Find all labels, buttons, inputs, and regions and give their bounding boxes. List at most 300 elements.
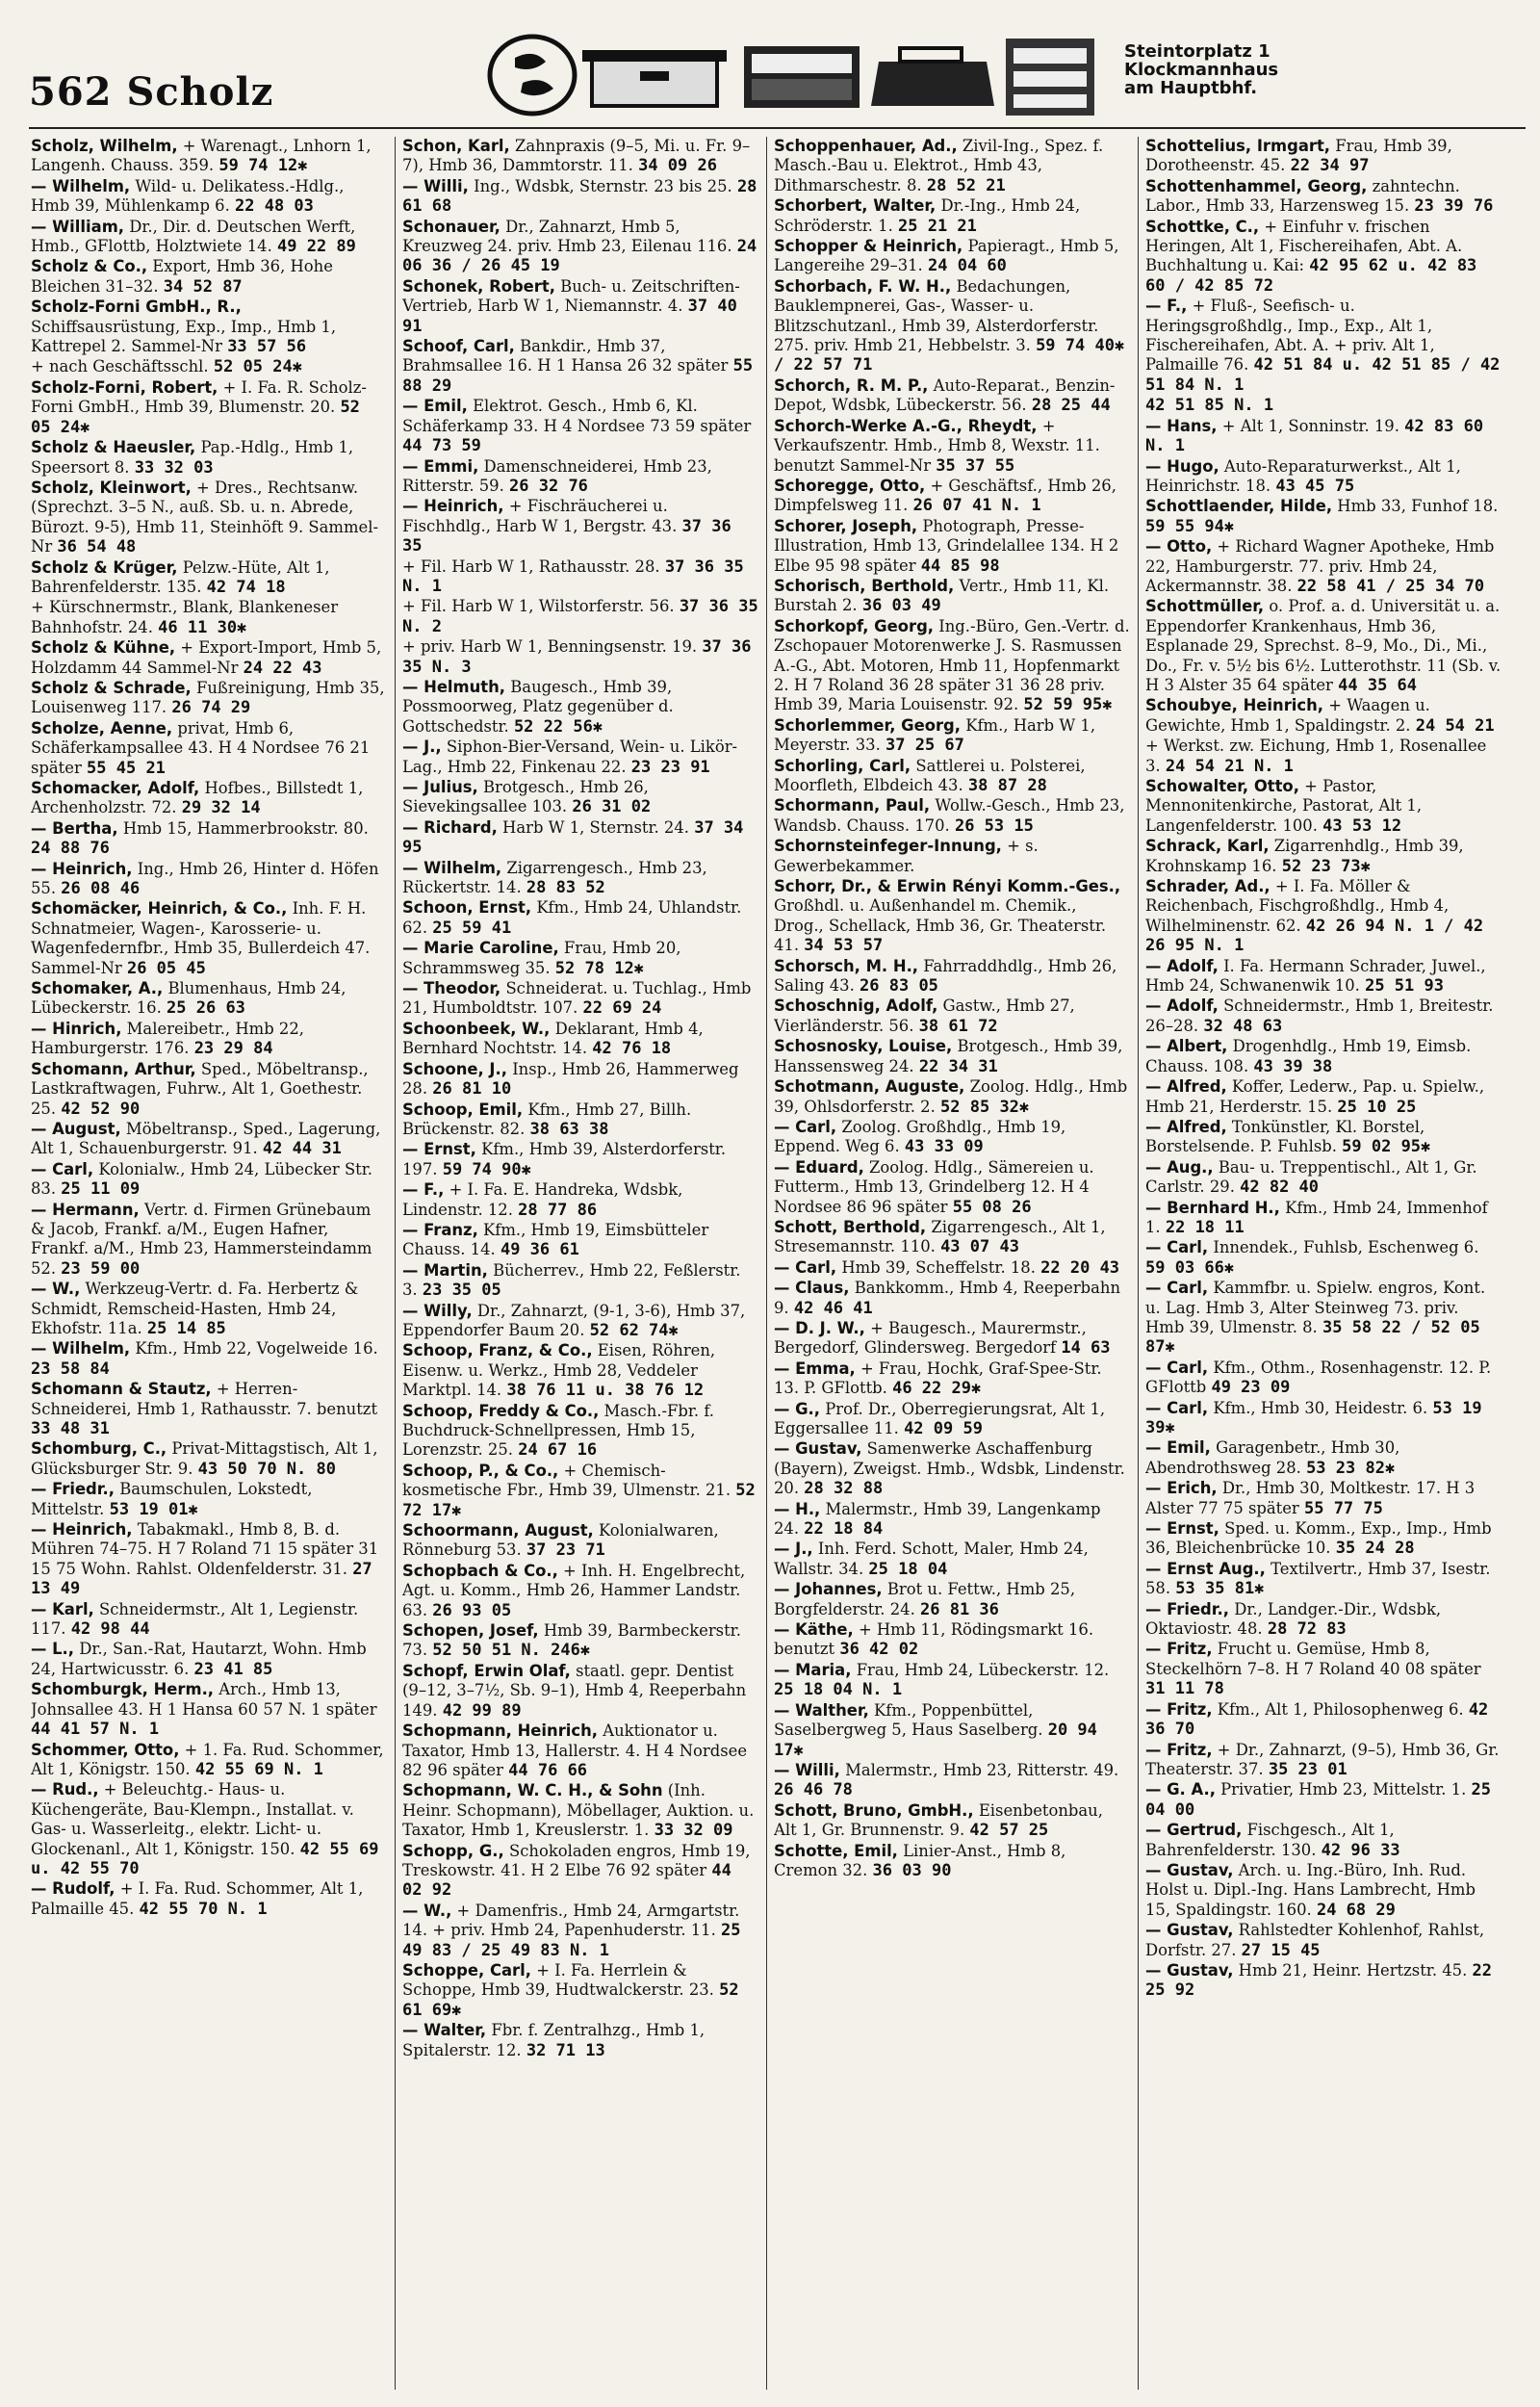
entry-phone: 38 63 38 xyxy=(529,1119,609,1139)
entry-details: + Dr., Zahnarzt, (9–5), Hmb 36, Gr. Theaterstr. 37. xyxy=(1145,1740,1500,1778)
entry-name: — F., xyxy=(1145,297,1188,316)
entry-phone: 42 26 94 N. 1 / 42 26 95 N. 1 xyxy=(1145,916,1484,956)
entry-name: — W., xyxy=(402,1901,452,1920)
entry-name: Schott, Berthold, xyxy=(774,1217,927,1236)
entry-details: + s. Gewerbekammer. xyxy=(774,837,1039,875)
entry-phone: 46 11 30✱ xyxy=(158,617,247,637)
entry-details: Rahlstedter Kohlenhof, Rahlst, Dorfstr. 27. xyxy=(1145,1921,1485,1959)
entry-phone: 22 69 24 xyxy=(582,998,662,1019)
entry-details: Pap.-Hdlg., Hmb 1, Speersort 8. xyxy=(31,438,354,477)
entry-name: — Gustav, xyxy=(1145,1921,1234,1940)
directory-entry xyxy=(1145,877,1502,956)
entry-details: Papieragt., Hmb 5, Langereihe 29–31. xyxy=(774,237,1119,275)
entry-details: + Waagen u. Gewichte, Hmb 1, Spaldingstr. 2. xyxy=(1145,696,1430,735)
directory-entry xyxy=(402,497,758,556)
entry-phone: 24 67 16 xyxy=(518,1440,598,1461)
entry-details: Vertr., Hmb 11, Kl. Burstah 2. xyxy=(774,576,1110,615)
entry-phone: 43 39 38 xyxy=(1253,1056,1333,1076)
entry-phone: 22 18 84 xyxy=(804,1519,884,1540)
entry-phone: 24 54 21 N. 1 xyxy=(1165,756,1294,776)
entry-name: Scholz-Forni, Robert, xyxy=(31,377,218,397)
entry-details: + nach Geschäftsschl. xyxy=(31,357,209,376)
entry-phone: 28 25 44 xyxy=(1031,396,1111,416)
entry-details: + Hmb 11, Rödingsmarkt 16. benutzt xyxy=(774,1620,1094,1659)
directory-entry xyxy=(402,1621,758,1661)
entry-name: Schosnosky, Louise, xyxy=(774,1037,953,1056)
entry-name: Schorsch, M. H., xyxy=(774,956,919,975)
entry-phone: 26 53 15 xyxy=(954,815,1034,836)
page-header xyxy=(0,0,1540,135)
entry-name: — G. A., xyxy=(1145,1780,1216,1799)
entry-details: Gastw., Hmb 27, Vierländerstr. 56. xyxy=(774,996,1075,1035)
entry-details: Zivil-Ing., Spez. f. Masch.-Bau u. Elektrot., Hmb 43, Dithmarschestr. 8. xyxy=(774,137,1104,194)
entry-name: — Fritz, xyxy=(1145,1740,1213,1759)
entry-details: Frau, Hmb 24, Lübeckerstr. 12. xyxy=(856,1660,1110,1679)
entry-name: Scholz & Schrade, xyxy=(31,678,192,697)
entry-phone: 42 52 90 xyxy=(61,1099,141,1119)
directory-entry xyxy=(31,1120,387,1159)
entry-phone: 44 02 92 xyxy=(402,1860,732,1901)
entry-details: Eisenbetonbau, Alt 1, Gr. Brunnenstr. 9. xyxy=(774,1800,1103,1840)
entry-details: Insp., Hmb 26, Hammerweg 28. xyxy=(402,1059,739,1099)
entry-details: Zigarrengesch., Alt 1, Stresemannstr. 110. xyxy=(774,1217,1106,1256)
entry-details: Bedachungen, Bauklempnerei, Gas-, Wasser- u. Blitzschutzanl., Hmb 39, Alsterdorferstr. 275. priv. Hmb 21, Hebbelstr. 3. xyxy=(774,276,1099,355)
directory-entry xyxy=(774,577,1130,616)
entry-details: Wild- u. Delikatess.-Hdlg., Hmb 39, Mühlenkamp 6. xyxy=(31,176,345,216)
entry-details: Dr., San.-Rat, Hautarzt, Wohn. Hmb 24, Hartwicusstr. 6. xyxy=(31,1640,367,1678)
entry-name: Schoschnig, Adolf, xyxy=(774,996,938,1016)
entry-name: — Wilhelm, xyxy=(402,858,502,877)
entry-details: Auto-Reparat., Benzin-Depot, Wdsbk, Lübeckerstr. 56. xyxy=(774,375,1116,415)
entry-name: — Eduard, xyxy=(774,1157,864,1177)
entry-details: Damenschneiderei, Hmb 23, Ritterstr. 59. xyxy=(402,456,712,495)
directory-entry xyxy=(402,2021,758,2060)
entry-name: — Willi, xyxy=(402,176,469,195)
entry-details: + Fischräucherei u. Fischhdlg., Harb W 1, Bergstr. 43. xyxy=(402,497,678,535)
entry-phone: 42 74 18 xyxy=(206,577,286,597)
entry-details: zahntechn. Labor., Hmb 33, Harzensweg 15. xyxy=(1145,176,1460,216)
entry-name: — Heinrich, xyxy=(31,859,133,878)
entry-details: Schokoladen engros, Hmb 19, Treskowstr. 41. H 2 Elbe 76 92 später xyxy=(402,1841,751,1879)
directory-entry xyxy=(774,417,1130,476)
entry-name: Schoubye, Heinrich, xyxy=(1145,696,1324,715)
entry-phone: 44 41 57 N. 1 xyxy=(31,1720,160,1740)
entry-phone: 37 23 71 xyxy=(526,1540,605,1561)
entry-details: Arch., Hmb 13, Johnsallee 43. H 1 Hansa 60 57 N. 1 später xyxy=(31,1680,377,1719)
entry-phone: 26 93 05 xyxy=(432,1600,512,1620)
entry-details: Arch. u. Ing.-Büro, Inh. Rud. Holst u. Dipl.-Ing. Hans Lambrecht, Hmb 15, Spaldingstr. 160. xyxy=(1145,1860,1476,1919)
entry-phone: 49 36 61 xyxy=(500,1240,579,1260)
entry-phone: 52 05 24✱ xyxy=(31,398,360,437)
entry-phone: 49 23 09 xyxy=(1211,1378,1291,1398)
column-divider xyxy=(1138,137,1139,2390)
entry-name: Schonek, Robert, xyxy=(402,276,555,296)
entry-phone: 42 96 33 xyxy=(1321,1840,1400,1860)
address-line: am Hauptbhf. xyxy=(1124,78,1258,98)
entry-details: Hmb 21, Heinr. Hertzstr. 45. xyxy=(1238,1960,1468,1980)
directory-entry xyxy=(402,979,758,1019)
directory-entry xyxy=(402,678,758,737)
entry-name: Schopf, Erwin Olaf, xyxy=(402,1661,571,1680)
entry-name: — Willy, xyxy=(402,1301,473,1320)
entry-details: Frucht u. Gemüse, Hmb 8, Steckelhörn 7–8. H 7 Roland 40 08 später xyxy=(1145,1640,1481,1678)
entry-details: Bankkomm., Hmb 4, Reeperbahn 9. xyxy=(774,1279,1121,1317)
entry-phone: 33 57 56 xyxy=(227,337,307,357)
entry-name: — William, xyxy=(31,217,125,236)
entry-phone: 52 85 32✱ xyxy=(940,1097,1030,1117)
entry-phone: 44 76 66 xyxy=(508,1760,588,1780)
directory-entry xyxy=(774,517,1130,576)
entry-name: — J., xyxy=(774,1540,813,1559)
entry-phone: 35 58 22 / 52 05 87✱ xyxy=(1145,1317,1480,1358)
entry-name: — Gustav, xyxy=(774,1439,862,1459)
entry-details: o. Prof. a. d. Universität u. a. Eppendorfer Krankenhaus, Hmb 36, Esplanade 29, Sprechst. 8–9, Mo., Di., Mi., Do., Fr. v. 5½ bis 6½. Lutterothstr. 11 (Sb. v. H 3 Alster 35 64 später xyxy=(1145,597,1502,694)
entry-name: Schorkopf, Georg, xyxy=(774,616,935,635)
entry-name: Schotmann, Auguste, xyxy=(774,1077,965,1097)
entry-phone: 53 23 82✱ xyxy=(1306,1458,1396,1478)
entry-phone: 43 50 70 N. 80 xyxy=(197,1459,336,1479)
entry-name: Schoof, Carl, xyxy=(402,337,515,356)
entry-name: Scholz & Krüger, xyxy=(31,557,178,577)
entry-details: Zigarrenhdlg., Hmb 39, Krohnskamp 16. xyxy=(1145,837,1464,875)
entry-name: — Fritz, xyxy=(1145,1640,1213,1659)
entry-phone: 24 54 21 xyxy=(1415,715,1495,736)
entry-name: Schon, Karl, xyxy=(402,137,510,155)
directory-entry xyxy=(774,477,1130,516)
entry-name: — Adolf, xyxy=(1145,956,1219,975)
directory-entry xyxy=(402,557,758,597)
directory-entry xyxy=(31,1741,387,1780)
entry-phone: 42 99 89 xyxy=(442,1700,522,1721)
entry-name: Schopen, Josef, xyxy=(402,1621,539,1641)
entry-details: Hmb 39, Scheffelstr. 18. xyxy=(841,1257,1036,1277)
entry-name: Schopmann, W. C. H., & Sohn xyxy=(402,1781,663,1800)
entry-details: Samenwerke Aschaffenburg (Bayern), Zweigst. Hmb., Wdsbk, Lindenstr. 20. xyxy=(774,1439,1125,1498)
directory-entry xyxy=(31,1780,387,1878)
entry-name: Schoop, Freddy & Co., xyxy=(402,1401,600,1420)
directory-entry xyxy=(1145,137,1502,176)
directory-entry xyxy=(31,1600,387,1640)
directory-entry xyxy=(774,1701,1130,1760)
entry-name: — Maria, xyxy=(774,1660,852,1679)
entry-phone: 42 83 60 N. 1 xyxy=(1145,416,1484,456)
entry-name: Scholz & Co., xyxy=(31,257,148,276)
directory-entry xyxy=(402,1261,758,1301)
entry-name: — Wilhelm, xyxy=(31,176,131,195)
entry-phone: 26 05 45 xyxy=(126,958,206,978)
directory-entry xyxy=(774,1439,1130,1498)
entry-phone: 25 49 83 / 25 49 83 N. 1 xyxy=(402,1921,741,1960)
entry-name: — Emma, xyxy=(774,1359,856,1378)
entry-phone: 24 68 29 xyxy=(1316,1900,1396,1920)
bag-icon xyxy=(871,48,994,106)
entry-details: Malermstr., Hmb 39, Langenkamp 24. xyxy=(774,1499,1101,1539)
directory-entry xyxy=(774,277,1130,375)
entry-phone: 26 32 76 xyxy=(509,476,588,496)
entry-details: Zahnpraxis (9–5, Mi. u. Fr. 9–7), Hmb 36, Dammtorstr. 11. xyxy=(402,137,751,175)
directory-entry xyxy=(1145,1118,1502,1157)
entry-details: Inh. Ferd. Schott, Maler, Hmb 24, Wallstr. 34. xyxy=(774,1540,1089,1578)
entry-details: Ing., Wdsbk, Sternstr. 23 bis 25. xyxy=(474,176,732,195)
directory-entry xyxy=(402,277,758,336)
directory-entry xyxy=(402,1402,758,1461)
directory-entry xyxy=(774,1620,1130,1660)
entry-phone: 26 81 10 xyxy=(432,1079,512,1100)
directory-column-3 xyxy=(774,137,1130,2394)
entry-details: Fahrraddhdlg., Hmb 26, Saling 43. xyxy=(774,956,1117,996)
entry-phone: 27 13 49 xyxy=(31,1559,372,1599)
entry-details: + Geschäftsf., Hmb 26, Dimpfelsweg 11. xyxy=(774,476,1116,515)
entry-details: Kfm., Poppenbüttel, Saselbergweg 5, Haus Saselberg. xyxy=(774,1700,1043,1740)
entry-name: — Richard, xyxy=(402,817,498,837)
entry-details: Privat-Mittagstisch, Alt 1, Glücksburger Str. 9. xyxy=(31,1439,378,1478)
address-line: Steintorplatz 1 xyxy=(1124,41,1270,62)
entry-phone: 36 03 90 xyxy=(872,1860,952,1880)
entry-phone: 42 76 18 xyxy=(592,1039,672,1059)
entry-details: Auto-Reparaturwerkst., Alt 1, Heinrichstr. 18. xyxy=(1145,456,1461,495)
entry-name: — Albert, xyxy=(1145,1037,1228,1056)
entry-details: Dr., Zahnarzt, Hmb 5, Kreuzweg 24. priv. Hmb 23, Eilenau 116. xyxy=(402,217,732,256)
entry-name: — Julius, xyxy=(402,778,478,796)
entry-phone: 26 81 36 xyxy=(920,1599,999,1619)
directory-entry xyxy=(774,1500,1130,1540)
entry-details: Inh. F. H. Schnatmeier, Wagen-, Karosserie- u. Wagenfedernfbr., Hmb 35, Bullerdeich 47. Sammel-Nr xyxy=(31,899,371,977)
directory-entry xyxy=(31,1380,387,1438)
entry-name: — Heinrich, xyxy=(31,1520,133,1540)
entry-details: Kfm., Hmb 22, Vogelweide 16. xyxy=(135,1339,378,1359)
entry-name: Schorer, Joseph, xyxy=(774,516,918,535)
directory-entry xyxy=(1145,1961,1502,2001)
entry-details: + Richard Wagner Apotheke, Hmb 22, Hamburgerstr. 77. priv. Hmb 24, Ackermannstr. 38. xyxy=(1145,537,1495,595)
entry-details: Sattlerei u. Polsterei, Moorfleth, Elbdeich 43. xyxy=(774,756,1086,794)
directory-entry xyxy=(31,1520,387,1599)
entry-phone: 36 42 02 xyxy=(839,1640,919,1660)
entry-name: — Carl, xyxy=(31,1159,94,1178)
entry-phone: 38 61 72 xyxy=(918,1016,998,1036)
entry-name: — Franz, xyxy=(402,1220,478,1239)
entry-name: — Alfred, xyxy=(1145,1077,1227,1097)
entry-phone: 53 35 81✱ xyxy=(1175,1579,1265,1599)
directory-entry xyxy=(31,819,387,859)
entry-name: — Carl, xyxy=(774,1117,837,1136)
entry-name: Schottelius, Irmgart, xyxy=(1145,137,1331,155)
entry-name: Schomaker, A., xyxy=(31,979,164,998)
entry-name: — Ernst, xyxy=(1145,1519,1219,1539)
entry-phone: 59 03 66✱ xyxy=(1145,1257,1235,1278)
entry-phone: 59 02 95✱ xyxy=(1342,1137,1431,1157)
entry-details: + Kürschnermstr., Blank, Blankeneser Bahnhofstr. 24. xyxy=(31,598,339,636)
entry-name: — Carl, xyxy=(1145,1279,1209,1298)
directory-entry xyxy=(1145,1438,1502,1478)
entry-name: Schoregge, Otto, xyxy=(774,476,926,495)
entry-phone: 32 48 63 xyxy=(1203,1016,1283,1036)
entry-phone: 43 33 09 xyxy=(904,1137,984,1157)
entry-details: Hofbes., Billstedt 1, Archenholzstr. 72. xyxy=(31,779,364,817)
directory-entry xyxy=(402,1302,758,1341)
entry-details: privat, Hmb 6, Schäferkampsallee 43. H 4 Nordsee 76 21 später xyxy=(31,718,371,777)
entry-name: — Gustav, xyxy=(1145,1960,1234,1980)
directory-entry xyxy=(402,1180,758,1220)
entry-phone: 43 53 12 xyxy=(1322,815,1402,836)
directory-entry xyxy=(1145,1640,1502,1698)
entry-name: Schorbert, Walter, xyxy=(774,196,937,216)
entry-phone: 55 88 29 xyxy=(402,356,754,396)
entry-phone: 42 55 69 N. 1 xyxy=(194,1759,323,1779)
directory-entry xyxy=(31,979,387,1019)
entry-details: Innendek., Fuhlsb, Eschenweg 6. xyxy=(1213,1238,1479,1257)
entry-phone: 52 78 12✱ xyxy=(554,958,644,978)
entry-phone: 25 18 04 xyxy=(868,1559,948,1579)
entry-name: — W., xyxy=(31,1280,81,1299)
directory-entry xyxy=(31,1060,387,1119)
directory-entry xyxy=(774,237,1130,276)
entry-phone: 28 72 83 xyxy=(1267,1619,1347,1640)
directory-entry xyxy=(31,899,387,978)
entry-details: + Alt 1, Sonninstr. 19. xyxy=(1221,416,1399,435)
entry-details: Dr., Hmb 30, Moltkestr. 17. H 3 Alster 77 75 später xyxy=(1145,1479,1476,1517)
directory-entry xyxy=(402,939,758,978)
directory-entry xyxy=(402,337,758,396)
entry-name: Schott, Bruno, GmbH., xyxy=(774,1800,974,1820)
directory-entry xyxy=(774,1580,1130,1619)
entry-name: — D. J. W., xyxy=(774,1318,865,1337)
entry-details: Hmb 39, Barmbeckerstr. 73. xyxy=(402,1621,741,1660)
entry-name: — Martin, xyxy=(402,1260,488,1280)
entry-details: Kolonialwaren, Rönneburg 53. xyxy=(402,1521,719,1560)
entry-phone: 42 55 69 u. 42 55 70 xyxy=(31,1839,379,1878)
entry-details: + Baugesch., Maurermstr., Bergedorf, Glindersweg. Bergedorf xyxy=(774,1318,1087,1358)
entry-phone: 37 36 35 N. 1 xyxy=(402,556,744,596)
entry-phone: 37 25 67 xyxy=(886,736,964,756)
directory-entry xyxy=(31,438,387,478)
entry-phone: 25 11 09 xyxy=(61,1179,141,1200)
entry-details: Auktionator u. Taxator, Hmb 13, Hallerstr. 4. H 4 Nordsee 82 96 später xyxy=(402,1721,748,1779)
entry-details: + Chemisch-kosmetische Fbr., Hmb 39, Ulmenstr. 21. xyxy=(402,1461,732,1500)
entry-details: Kfm., Hmb 19, Eimsbütteler Chauss. 14. xyxy=(402,1220,709,1259)
entry-name: — J., xyxy=(402,738,442,757)
directory-entry xyxy=(1145,1479,1502,1518)
entry-details: + Pastor, Mennonitenkirche, Pastorat, Alt 1, Langenfelderstr. 100. xyxy=(1145,777,1423,835)
entry-name: — Otto, xyxy=(1145,537,1213,556)
entry-details: Kfm., Othm., Rosenhagenstr. 12. P. GFlottb xyxy=(1145,1358,1492,1397)
entry-name: Schotte, Emil, xyxy=(774,1841,898,1860)
entry-name: — Johannes, xyxy=(774,1580,883,1599)
entry-phone: 31 11 78 xyxy=(1145,1679,1224,1699)
directory-entry xyxy=(1145,1519,1502,1559)
directory-entry xyxy=(402,898,758,938)
directory-entry xyxy=(402,1462,758,1520)
entry-phone: 23 58 84 xyxy=(31,1359,110,1379)
entry-details: staatl. gepr. Dentist (9–12, 3–7½, Sb. 9–1), Hmb 4, Reeperbahn 149. xyxy=(402,1661,747,1720)
entry-details: Hmb 15, Hammerbrookstr. 80. xyxy=(122,818,369,838)
directory-entry xyxy=(1145,1199,1502,1238)
entry-phone: 36 03 49 xyxy=(861,596,941,616)
column-divider xyxy=(766,137,767,2390)
directory-entry xyxy=(402,218,758,276)
directory-entry xyxy=(1145,1359,1502,1398)
directory-entry xyxy=(1145,1560,1502,1599)
entry-phone: 42 82 40 xyxy=(1240,1178,1320,1198)
directory-entry xyxy=(31,598,387,637)
entry-name: — Adolf, xyxy=(1145,996,1219,1016)
directory-entry xyxy=(1145,1077,1502,1117)
directory-entry xyxy=(774,1319,1130,1359)
entry-phone: 42 51 84 u. 42 51 85 / 42 51 84 N. 1 xyxy=(1145,355,1501,395)
entry-phone: 42 55 70 N. 1 xyxy=(139,1899,268,1919)
entry-phone: 59 74 12✱ xyxy=(218,156,308,176)
directory-entry xyxy=(774,137,1130,195)
entry-phone: 28 77 86 xyxy=(518,1200,598,1220)
entry-details: + I. Fa. E. Handreka, Wdsbk, Lindenstr. 12. xyxy=(402,1180,683,1219)
trunk-icon xyxy=(1006,39,1094,116)
header-rule xyxy=(29,127,1526,129)
directory-entry xyxy=(1145,696,1502,736)
entry-phone: 33 32 09 xyxy=(654,1821,733,1841)
entry-details: Elektrot. Gesch., Hmb 6, Kl. Schäferkamp 33. H 4 Nordsee 73 59 später xyxy=(402,397,752,435)
entry-name: — Walther, xyxy=(774,1700,869,1720)
entry-details: Ing.-Büro, Gen.-Vertr. d. Zschopauer Motorenwerke J. S. Rasmussen A.-G., Abt. Motoren, Hmb 11, Hopfenmarkt 2. H 7 Roland 36 28 später 31 36 28 priv. Hmb 39, Maria Louisenstr. 92. xyxy=(774,616,1130,714)
entry-details: + Fluß-, Seefisch- u. Heringsgroßhdlg., Imp., Exp., Alt 1, Fischereihafen, Abt. A. + priv. Alt 1, Palmaille 76. xyxy=(1145,297,1435,375)
entry-details: Brotgesch., Hmb 26, Sievekingsallee 103. xyxy=(402,778,649,816)
entry-name: Scholz, Wilhelm, xyxy=(31,137,178,155)
running-head: Scholz xyxy=(126,69,274,115)
entry-phone: 35 37 55 xyxy=(936,455,1015,476)
entry-details: + Herren-Schneiderei, Hmb 1, Rathausstr. 7. benutzt xyxy=(31,1380,378,1418)
entry-name: — Carl, xyxy=(1145,1398,1209,1417)
directory-entry xyxy=(774,1118,1130,1157)
entry-details: Eisen, Röhren, Eisenw. u. Werkz., Hmb 28, Veddeler Marktpl. 14. xyxy=(402,1341,716,1400)
entry-name: — Karl, xyxy=(31,1599,94,1618)
entry-name: — Heinrich, xyxy=(402,497,504,516)
entry-phone: 52 72 17✱ xyxy=(402,1481,756,1520)
directory-entry xyxy=(774,1258,1130,1278)
entry-details: Privatier, Hmb 23, Mittelstr. 1. xyxy=(1220,1780,1467,1799)
directory-entry xyxy=(1145,1600,1502,1640)
directory-entry xyxy=(1145,1780,1502,1820)
entry-name: Schowalter, Otto, xyxy=(1145,777,1299,795)
entry-details: Bücherrev., Hmb 22, Feßlerstr. 3. xyxy=(402,1260,741,1300)
directory-entry xyxy=(402,397,758,455)
entry-details: Kfm., Hmb 24, Uhlandstr. 62. xyxy=(402,898,742,937)
directory-entry xyxy=(774,1359,1130,1399)
entry-phone: 52 23 73✱ xyxy=(1281,856,1371,876)
entry-phone: 42 95 62 u. 42 83 60 / 42 85 72 xyxy=(1145,256,1477,296)
entry-phone: 52 50 51 N. 246✱ xyxy=(432,1641,591,1661)
directory-entry xyxy=(402,1100,758,1140)
directory-entry xyxy=(31,257,387,297)
entry-phone: 43 07 43 xyxy=(940,1237,1019,1257)
directory-entry xyxy=(1145,1037,1502,1076)
entry-name: — Ernst, xyxy=(402,1140,476,1159)
directory-entry xyxy=(1145,837,1502,876)
entry-details: Zoolog. Großhdlg., Hmb 19, Eppend. Weg 6. xyxy=(774,1117,1066,1156)
entry-name: Schoon, Ernst, xyxy=(402,898,532,918)
entry-name: Schorr, Dr., & Erwin Rényi Komm.-Ges., xyxy=(774,877,1121,896)
entry-name: Schopper & Heinrich, xyxy=(774,237,963,256)
directory-entry xyxy=(402,457,758,497)
entry-name: Schottmüller, xyxy=(1145,597,1265,616)
directory-entry xyxy=(31,1480,387,1519)
entry-phone: 37 40 91 xyxy=(402,297,737,336)
entry-name: Schorch, R. M. P., xyxy=(774,375,929,395)
entry-details: + priv. Harb W 1, Benningsenstr. 19. xyxy=(402,637,698,657)
entry-name: Schorlemmer, Georg, xyxy=(774,715,962,735)
entry-name: Schomäcker, Heinrich, & Co., xyxy=(31,899,288,919)
entry-phone: 28 83 52 xyxy=(526,878,605,898)
entry-phone: 26 07 41 N. 1 xyxy=(912,496,1041,516)
directory-entry xyxy=(31,378,387,437)
directory-entry xyxy=(1145,1921,1502,1960)
